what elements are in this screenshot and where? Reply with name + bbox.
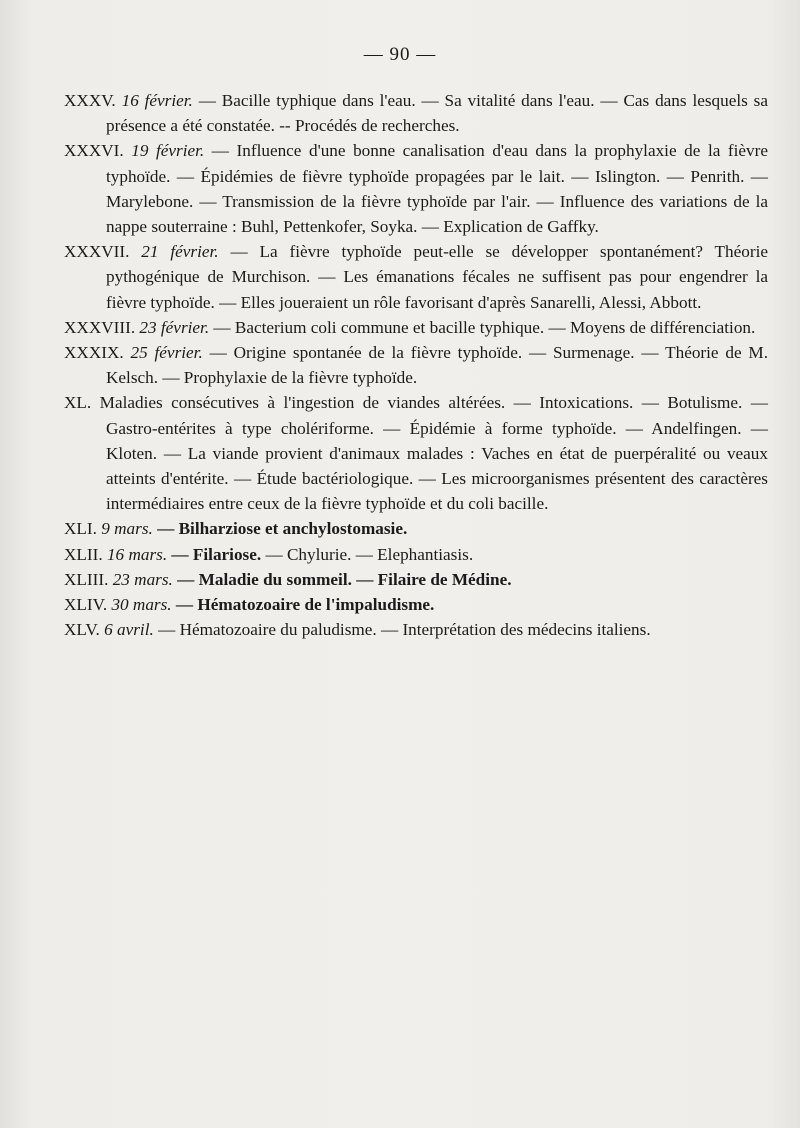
list-item: [64, 567, 768, 592]
entry-text: — Chylurie. — Elephantiasis.: [261, 544, 474, 564]
entry-title-bold: — Maladie du sommeil. — Filaire de Médine.: [172, 569, 512, 589]
lecture-list: [64, 88, 768, 642]
list-item: [64, 592, 768, 617]
entry-number: XLI.: [64, 519, 97, 539]
list-item: [64, 315, 768, 340]
entry-date: 19 février.: [131, 141, 205, 161]
list-item: [64, 88, 768, 138]
entry-number: XLIII.: [64, 569, 109, 589]
entry-date: 25 février.: [130, 343, 203, 363]
entry-date: 6 avril.: [104, 620, 154, 640]
entry-number: XL.: [64, 393, 92, 413]
entry-number: XLV.: [64, 620, 100, 640]
entry-number: XXXIX.: [64, 343, 124, 363]
list-item: [64, 516, 768, 541]
entry-date: 23 février.: [139, 317, 210, 337]
entry-date: 16 mars.: [106, 544, 168, 564]
entry-text: — La fièvre typhoïde peut-elle se développer spontanément? Théorie pythogénique de Murchison. — Les émanations fécales ne suffisent pas pour engendrer la fièvre typhoïde. — Elles joueraient un rôle favorisant d'après Sanarelli, Alessi, Abbott.: [106, 242, 768, 312]
entry-text: Maladies consécutives à l'ingestion de viandes altérées. — Intoxications. — Botulisme. — Gastro-entérites à type cholériforme. — Épidémie à forme typhoïde. — Andelfingen. — Kloten. — La viande provient d'animaux malades : Vaches en état de puerpéralité ou veaux atteints d'entérite. — Étude bactériologique. — Les microorganismes présentent des caractères intermédiaires entre ceux de la fièvre typhoïde et du coli bacille.: [91, 393, 768, 514]
entry-date: 9 mars.: [101, 519, 153, 539]
entry-text: — Influence d'une bonne canalisation d'eau dans la prophylaxie de la fièvre typhoïde. — Épidémies de fièvre typhoïde propagées par le lait. — Islington. — Penrith. — Marylebone. — Transmission de la fièvre typhoïde par l'air. — Influence des variations de la nappe souterraine : Buhl, Pettenkofer, Soyka. — Explication de Gaffky.: [106, 141, 768, 237]
entry-date: 16 février.: [121, 91, 193, 110]
entry-number: XLII.: [64, 544, 103, 564]
list-item: [64, 340, 768, 390]
entry-title-bold: — Filariose.: [167, 544, 262, 564]
entry-number: XLIV.: [64, 595, 108, 615]
entry-text: — Bacille typhique dans l'eau. — Sa vitalité dans l'eau. — Cas dans lesquels sa présence a été constatée. -- Procédés de recherches.: [106, 91, 768, 136]
entry-number: XXXVI.: [64, 141, 124, 161]
entry-date: 21 février.: [141, 242, 219, 262]
list-item: [64, 239, 768, 315]
entry-number: XXXV.: [64, 91, 116, 110]
entry-number: XXXVIII.: [64, 317, 136, 337]
entry-text: — Hématozoaire du paludisme. — Interprétation des médecins italiens.: [153, 620, 651, 640]
entry-date: 23 mars.: [112, 569, 173, 589]
entry-date: 30 mars.: [111, 595, 172, 615]
entry-title-bold: — Hématozoaire de l'impaludisme.: [171, 595, 435, 615]
list-item: [64, 138, 768, 239]
page-number: — 90 —: [363, 44, 437, 65]
entry-number: XXXVII.: [64, 242, 130, 262]
list-item: [64, 542, 768, 567]
entry-text: — Origine spontanée de la fièvre typhoïde. — Surmenage. — Théorie de M. Kelsch. — Prophylaxie de la fièvre typhoïde.: [106, 343, 769, 388]
list-item: [64, 390, 768, 516]
entry-title-bold: — Bilharziose et anchylostomasie.: [152, 519, 408, 539]
list-item: [64, 617, 768, 642]
entry-text: — Bacterium coli commune et bacille typhique. — Moyens de différenciation.: [209, 317, 756, 337]
